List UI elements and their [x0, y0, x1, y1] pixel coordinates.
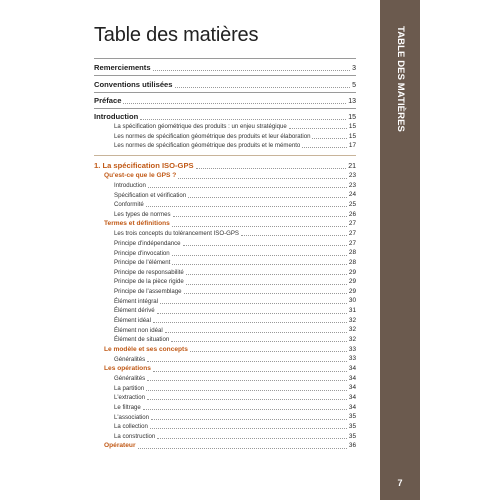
dot-leader	[172, 264, 347, 265]
dot-leader	[148, 187, 347, 188]
toc-entry-label: Principe d'indépendance	[114, 239, 181, 247]
toc-entry-label: Remerciements	[94, 63, 151, 72]
dot-leader	[186, 284, 347, 285]
toc-entry-page: 31	[348, 307, 356, 315]
dot-leader	[171, 341, 347, 342]
toc-entry-page: 21	[348, 162, 356, 170]
toc-entry-item[interactable]	[114, 241, 356, 247]
dot-leader	[302, 147, 347, 148]
toc-entry-item[interactable]	[114, 134, 356, 140]
toc-entry-item[interactable]	[114, 298, 356, 304]
toc-entry-label: Les trois concepts du tolérancement ISO-GPS	[114, 230, 239, 238]
toc-entry-item[interactable]	[114, 376, 356, 382]
toc-entry-label: Principe de l'élément	[114, 259, 171, 267]
toc-entry-page: 5	[352, 81, 356, 89]
toc-entry-label: Élément idéal	[114, 317, 151, 325]
dot-leader	[160, 303, 347, 304]
toc-entry-page: 15	[348, 132, 356, 140]
dot-leader	[138, 448, 347, 449]
toc-entry-page: 17	[348, 142, 356, 149]
toc-entry-page: 35	[348, 413, 356, 421]
toc-entry-section[interactable]	[104, 173, 356, 180]
toc-entry-label: Préface	[94, 96, 122, 105]
toc-entry-page: 36	[348, 442, 356, 450]
toc-entry-item[interactable]	[114, 183, 356, 189]
toc-entry-page: 29	[348, 268, 356, 276]
page-title: Table des matières	[94, 24, 259, 46]
toc-entry-page: 15	[348, 123, 356, 130]
toc-entry-label: L'association	[114, 413, 150, 421]
toc-entry-page: 23	[348, 172, 356, 180]
section-divider	[94, 58, 356, 59]
toc-entry-item[interactable]	[114, 250, 356, 256]
dot-leader	[153, 70, 351, 71]
toc-entry-page: 27	[348, 229, 356, 237]
toc-entry-page: 33	[348, 345, 356, 353]
dot-leader	[153, 371, 347, 372]
dot-leader	[173, 216, 347, 217]
toc-entry-item[interactable]	[114, 279, 356, 285]
toc-entry-page: 32	[348, 316, 356, 324]
dot-leader	[157, 438, 347, 439]
toc-entry-page: 24	[348, 191, 356, 199]
toc-entry-label: La construction	[114, 432, 156, 440]
toc-entry-item[interactable]	[114, 405, 356, 411]
dot-leader	[184, 293, 347, 294]
toc-entry-item[interactable]	[114, 289, 356, 295]
toc-entry-item[interactable]	[114, 192, 356, 198]
section-divider	[94, 75, 356, 76]
dot-leader	[196, 168, 347, 169]
toc-entry-label: Principe d'invocation	[114, 249, 170, 257]
toc-entry-item[interactable]	[114, 308, 356, 314]
toc-entry-chapter[interactable]	[94, 162, 356, 170]
toc-entry-label: Principe de la pièce rigide	[114, 278, 184, 286]
toc-entry-item[interactable]	[114, 212, 356, 218]
toc-entry-label: Le modèle et ses concepts	[104, 345, 188, 353]
dot-leader	[172, 255, 347, 256]
toc-entry-page: 3	[352, 64, 356, 72]
dot-leader	[143, 409, 347, 410]
dot-leader	[186, 274, 347, 275]
toc-entry-page: 35	[348, 422, 356, 430]
dot-leader	[147, 399, 347, 400]
dot-leader	[241, 235, 347, 236]
toc-entry-label: Conformité	[114, 201, 144, 209]
toc-entry-label: Principe de l'assemblage	[114, 288, 182, 296]
toc-entry-page: 34	[348, 393, 356, 401]
dot-leader	[289, 128, 347, 129]
dot-leader	[157, 313, 347, 314]
toc-entry-front[interactable]	[94, 81, 356, 89]
toc-entry-item[interactable]	[114, 202, 356, 208]
dot-leader	[175, 87, 351, 88]
toc-entry-page: 29	[348, 278, 356, 286]
dot-leader	[146, 390, 347, 391]
toc-entry-item[interactable]	[114, 356, 356, 362]
toc-entry-item[interactable]	[114, 260, 356, 266]
toc-entry-page: 15	[348, 113, 356, 121]
toc-entry-page: 27	[348, 239, 356, 247]
toc-entry-label: Principe de responsabilité	[114, 268, 184, 276]
section-divider	[94, 92, 356, 93]
toc-entry-item[interactable]	[114, 124, 356, 130]
toc-entry-page: 33	[348, 355, 356, 363]
toc-entry-label: Conventions utilisées	[94, 80, 173, 89]
dot-leader	[151, 419, 347, 420]
toc-entry-label: La collection	[114, 423, 148, 431]
dot-leader	[147, 380, 347, 381]
toc-entry-item[interactable]	[114, 337, 356, 343]
toc-entry-front[interactable]	[94, 97, 356, 105]
toc-entry-page: 26	[348, 210, 356, 218]
toc-entry-page: 34	[348, 374, 356, 382]
dot-leader	[178, 178, 347, 179]
toc-entry-section[interactable]	[104, 443, 356, 450]
toc-entry-item[interactable]	[114, 414, 356, 420]
toc-entry-front[interactable]	[94, 113, 356, 121]
toc-entry-item[interactable]	[114, 231, 356, 237]
chapter-sidebar-tab	[380, 0, 420, 500]
toc-entry-page: 30	[348, 297, 356, 305]
toc-entry-label: Le filtrage	[114, 403, 141, 411]
toc-entry-front[interactable]	[94, 64, 356, 72]
toc-entry-item[interactable]	[114, 143, 356, 149]
section-divider	[94, 155, 356, 156]
page-number: 7	[397, 478, 403, 488]
toc-entry-page: 29	[348, 287, 356, 295]
sidebar-label	[380, 26, 420, 186]
toc-entry-page: 25	[348, 200, 356, 208]
dot-leader	[147, 361, 347, 362]
dot-leader	[190, 351, 347, 352]
toc-entry-label: Élément de situation	[114, 336, 170, 344]
dot-leader	[146, 206, 347, 207]
toc-entry-label: La partition	[114, 384, 145, 392]
section-divider	[94, 108, 356, 109]
toc-entry-page: 32	[348, 326, 356, 334]
dot-leader	[172, 226, 347, 227]
toc-entry-page: 35	[348, 432, 356, 440]
dot-leader	[150, 428, 347, 429]
sidebar-label-text: TABLE DES MATIÈRES	[395, 26, 406, 132]
toc-entry-label: Introduction	[114, 181, 146, 189]
toc-entry-label: Élément dérivé	[114, 307, 155, 315]
toc-entry-label: La spécification géométrique des produits : un enjeu stratégique	[114, 123, 287, 131]
toc-entry-label: 1. La spécification ISO-GPS	[94, 161, 194, 170]
toc-entry-item[interactable]	[114, 318, 356, 324]
toc-entry-page: 32	[348, 336, 356, 344]
toc-entry-section[interactable]	[104, 347, 356, 354]
toc-entry-label: Les types de normes	[114, 210, 171, 218]
toc-entry-label: Spécification et vérification	[114, 191, 187, 199]
toc-entry-item[interactable]	[114, 424, 356, 430]
toc-entry-item[interactable]	[114, 385, 356, 391]
toc-entry-label: Les opérations	[104, 365, 151, 372]
toc-entry-label: Les normes de spécification géométrique des produits et le mémento	[114, 142, 301, 150]
toc-entry-item[interactable]	[114, 395, 356, 401]
toc-entry-page: 23	[348, 181, 356, 189]
toc-entry-label: Généralités	[114, 374, 146, 382]
dot-leader	[312, 138, 346, 139]
toc-entry-page: 34	[348, 403, 356, 411]
toc-entry-page: 34	[348, 365, 356, 373]
dot-leader	[183, 245, 347, 246]
toc-entry-page: 28	[348, 258, 356, 266]
toc-entry-page: 34	[348, 384, 356, 392]
toc-entry-label: L'extraction	[114, 394, 145, 402]
dot-leader	[123, 103, 346, 104]
toc-entry-label: Les normes de spécification géométrique des produits et leur élaboration	[114, 132, 311, 140]
toc-entry-label: Termes et définitions	[104, 220, 170, 228]
toc-entry-page: 28	[348, 249, 356, 257]
toc-entry-label: Qu'est-ce que le GPS ?	[104, 172, 177, 179]
toc-entry-label: Élément non idéal	[114, 326, 163, 334]
toc-entry-item[interactable]	[114, 327, 356, 333]
toc-entry-label: Opérateur	[104, 442, 136, 450]
toc-entry-section[interactable]	[104, 221, 356, 228]
toc-entry-item[interactable]	[114, 434, 356, 440]
toc-entry-label: Généralités	[114, 355, 146, 363]
dot-leader	[165, 332, 347, 333]
toc-entry-label: Introduction	[94, 112, 139, 121]
toc-entry-section[interactable]	[104, 366, 356, 373]
dot-leader	[188, 197, 347, 198]
dot-leader	[153, 322, 347, 323]
toc-entry-page: 27	[348, 220, 356, 228]
toc-entry-page: 13	[348, 97, 356, 105]
toc-entry-label: Élément intégral	[114, 297, 159, 305]
toc-entry-item[interactable]	[114, 270, 356, 276]
dot-leader	[140, 119, 346, 120]
